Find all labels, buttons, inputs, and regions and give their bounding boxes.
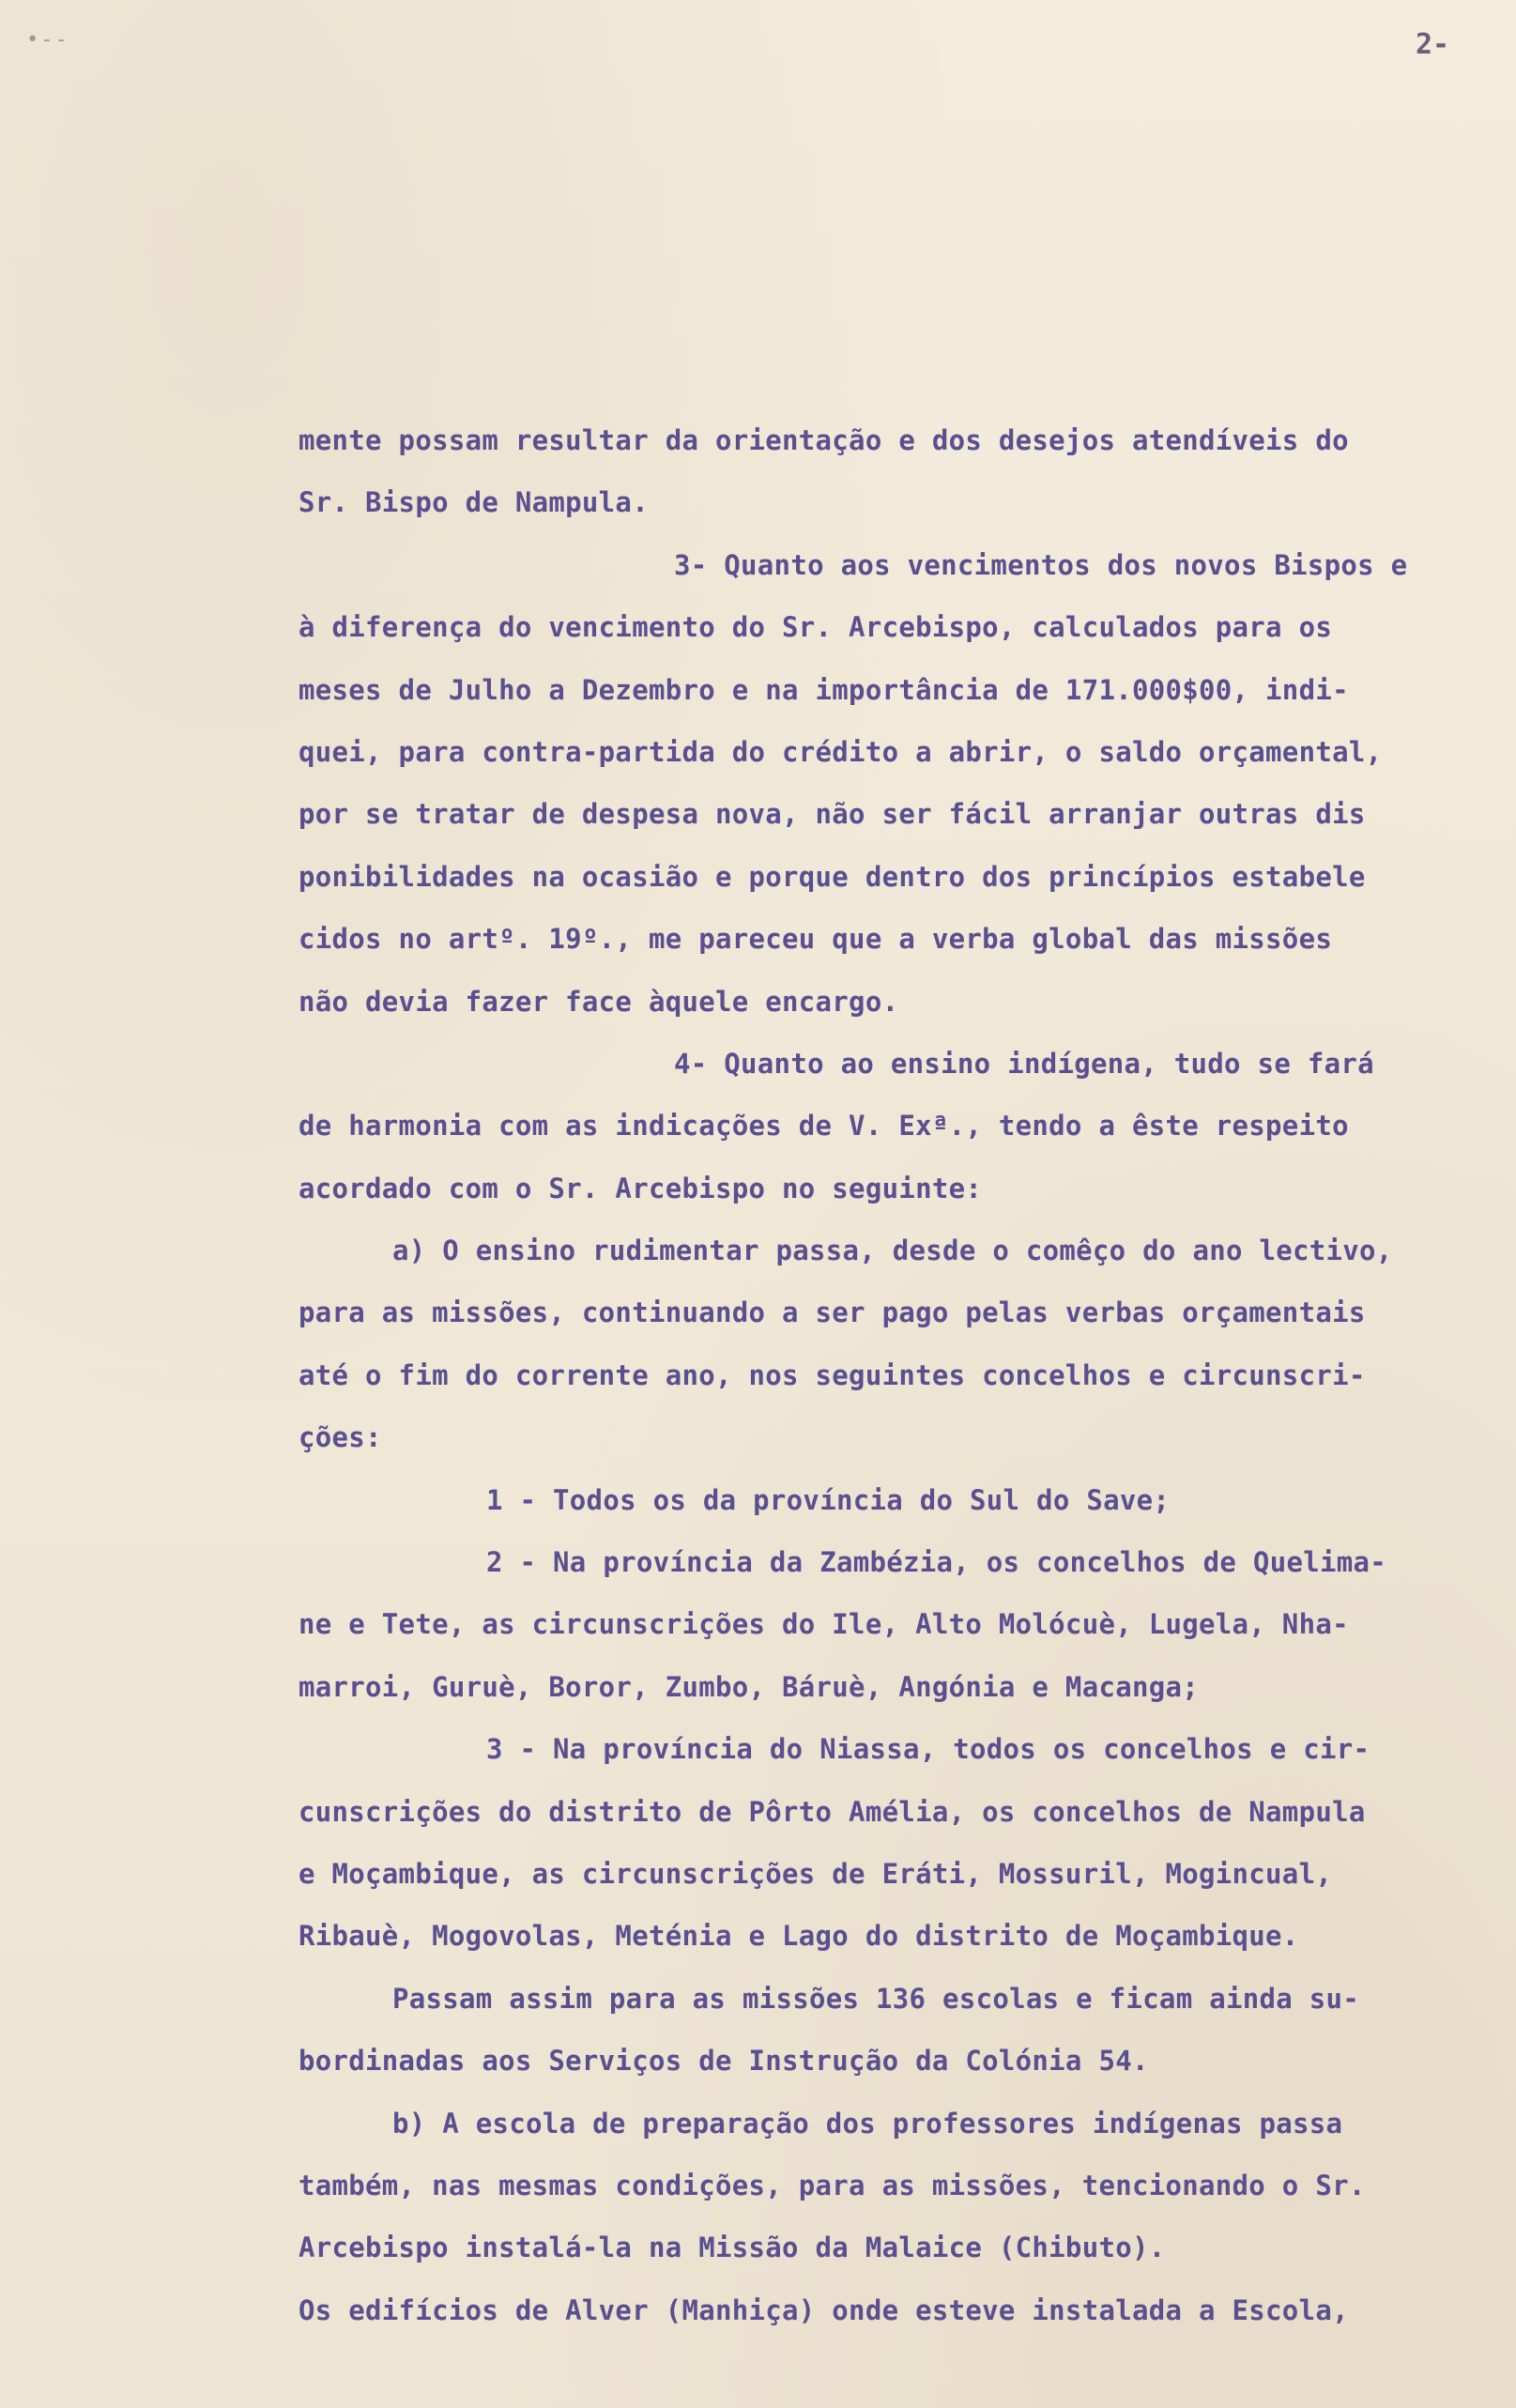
text-line: à diferença do vencimento do Sr. Arcebispo, calculados para os: [299, 611, 1333, 644]
text-line: 1 - Todos os da província do Sul do Save;: [486, 1483, 1171, 1516]
text-line: Passam assim para as missões 136 escolas e ficam ainda su-: [392, 1982, 1360, 2015]
text-line: b) A escola de preparação dos professores indígenas passa: [392, 2107, 1343, 2140]
text-line: meses de Julho a Dezembro e na importância de 171.000$00, indi-: [299, 673, 1349, 706]
text-line: 2 - Na província da Zambézia, os concelhos de Quelima-: [486, 1546, 1387, 1579]
text-line: 4- Quanto ao ensino indígena, tudo se fará: [674, 1047, 1374, 1080]
text-line: quei, para contra-partida do crédito a abrir, o saldo orçamental,: [299, 735, 1383, 768]
text-line: de harmonia com as indicações de V. Exª., tendo a êste respeito: [299, 1110, 1349, 1143]
corner-mark: •--: [26, 28, 69, 52]
text-line: Sr. Bispo de Nampula.: [299, 486, 649, 519]
text-line: mente possam resultar da orientação e dos desejos atendíveis do: [299, 424, 1349, 456]
text-line: ne e Tete, as circunscrições do Ile, Alto Molócuè, Lugela, Nha-: [299, 1608, 1349, 1641]
text-line: por se tratar de despesa nova, não ser fácil arranjar outras dis: [299, 798, 1366, 831]
text-line: a) O ensino rudimentar passa, desde o comêço do ano lectivo,: [392, 1235, 1393, 1267]
text-line: marroi, Guruè, Boror, Zumbo, Báruè, Angónia e Macanga;: [299, 1670, 1200, 1703]
typed-text-body: [299, 409, 1509, 2341]
text-line: também, nas mesmas condições, para as missões, tencionando o Sr.: [299, 2169, 1366, 2201]
text-line: para as missões, continuando a ser pago pelas verbas orçamentais: [299, 1296, 1366, 1329]
text-line: cunscrições do distrito de Pôrto Amélia, os concelhos de Nampula: [299, 1795, 1366, 1828]
text-line: 3 - Na província do Niassa, todos os concelhos e cir-: [486, 1733, 1371, 1766]
text-line: acordado com o Sr. Arcebispo no seguinte:: [299, 1172, 983, 1204]
text-line: Ribauè, Mogovolas, Meténia e Lago do distrito de Moçambique.: [299, 1920, 1299, 1953]
text-line: Arcebispo instalá-la na Missão da Malaice (Chibuto).: [299, 2232, 1166, 2264]
text-line: não devia fazer face àquele encargo.: [299, 985, 899, 1018]
text-line: bordinadas aos Serviços de Instrução da Colónia 54.: [299, 2045, 1149, 2078]
text-line: Os edifícios de Alver (Manhiça) onde esteve instalada a Escola,: [299, 2293, 1349, 2326]
text-line: ções:: [299, 1421, 382, 1454]
text-line: e Moçambique, as circunscrições de Eráti, Mossuril, Mogincual,: [299, 1857, 1333, 1890]
text-line: até o fim do corrente ano, nos seguintes concelhos e circunscri-: [299, 1358, 1366, 1391]
text-line: 3- Quanto aos vencimentos dos novos Bispos e: [674, 548, 1408, 581]
text-line: cidos no artº. 19º., me pareceu que a verba global das missões: [299, 923, 1333, 956]
text-line: ponibilidades na ocasião e porque dentro dos princípios estabele: [299, 860, 1366, 893]
page-number: 2-: [1416, 28, 1450, 61]
